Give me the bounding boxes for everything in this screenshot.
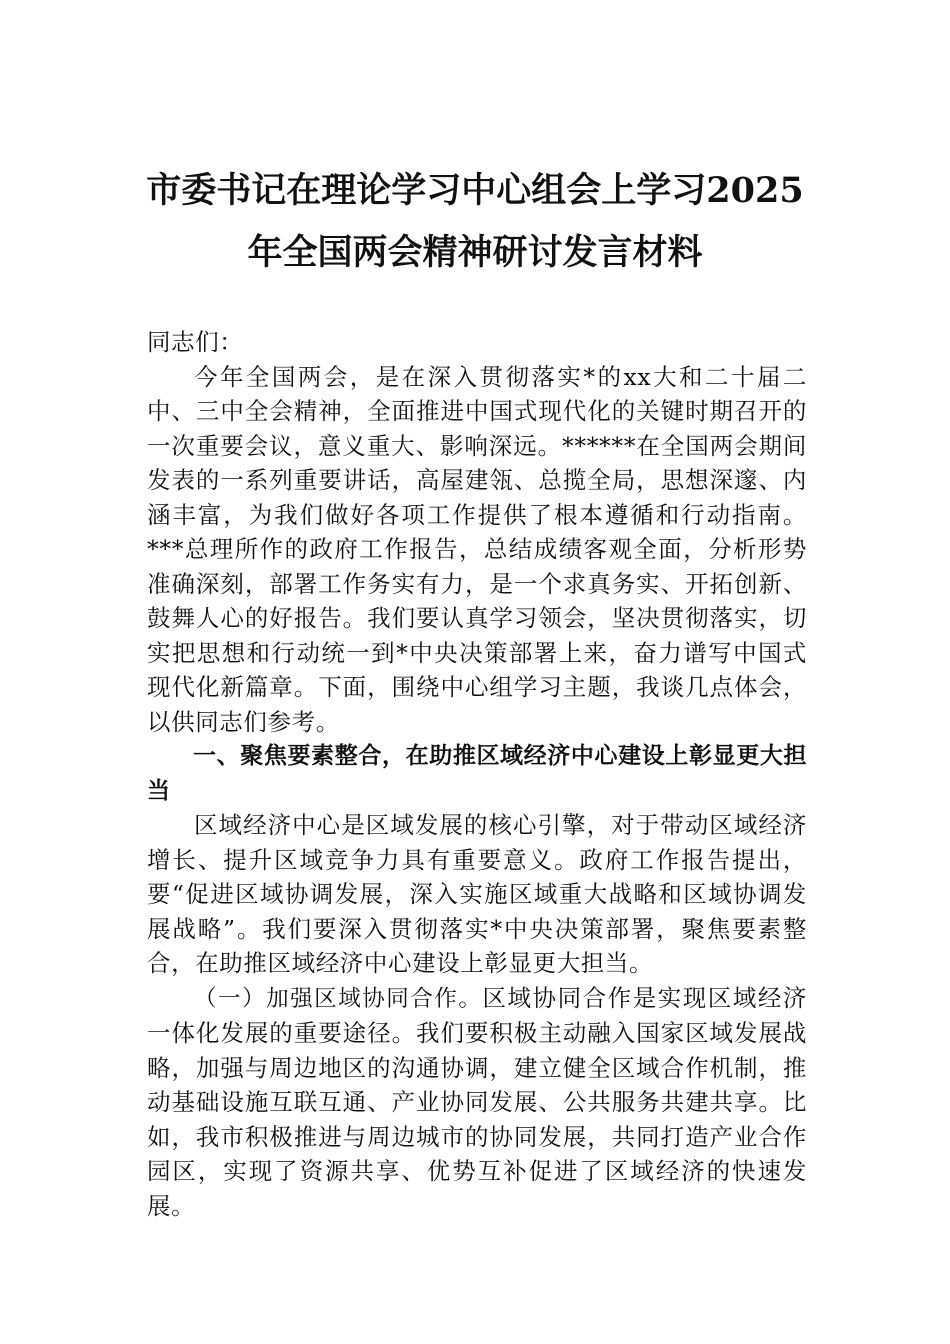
section-1-heading: 一、聚焦要素整合，在助推区域经济中心建设上彰显更大担当 bbox=[147, 743, 807, 804]
subsection-1-heading: （一）加强区域协同合作。 bbox=[194, 985, 483, 1012]
intro-paragraph: 今年全国两会，是在深入贯彻落实*的xx大和二十届二中、三中全会精神，全面推进中国式现代化的关键时期召开的一次重要会议，意义重大、影响深远。******在全国两会期间发表的一系列重要讲话，高屋建瓴、总揽全局，思想深邃、内涵丰富，为我们做好各项工作提供了根本遵循和行动指南。***总理所作的政府工作报告，总结成绩客观全面，分析形势准确深刻，部署工作务实有力，是一个求真务实、开拓创新、鼓舞人心的好报告。我们要认真学习领会，坚决贯彻落实，切实把思想和行动统一到*中央决策部署上来，奋力谱写中国式现代化新篇章。下面，围绕中心组学习主题，我谈几点体会，以供同志们参考。 bbox=[147, 362, 807, 736]
section-1-paragraph: 区域经济中心是区域发展的核心引擎，对于带动区域经济增长、提升区域竞争力具有重要意义。政府工作报告提出，要“促进区域协调发展，深入实施区域重大战略和区域协调发展战略”。我们要深入贯彻落实*中央决策部署，聚焦要素整合，在助推区域经济中心建设上彰显更大担当。 bbox=[147, 811, 807, 977]
document-body bbox=[147, 325, 807, 1223]
salutation: 同志们： bbox=[147, 328, 244, 356]
subsection-1-paragraph bbox=[147, 981, 807, 1224]
document-title bbox=[130, 160, 820, 284]
title-line-1: 市委书记在理论学习中心组会上学习2025 bbox=[146, 170, 804, 211]
title-line-2: 年全国两会精神研讨发言材料 bbox=[247, 232, 703, 273]
subsection-1-text: 区域协同合作是实现区域经济一体化发展的重要途径。我们要积极主动融入国家区域发展战略，加强与周边地区的沟通协调，建立健全区域合作机制，推动基础设施互联互通、产业协同发展、公共服务共建共享。比如，我市积极推进与周边城市的协同发展，共同打造产业合作园区，实现了资源共享、优势互补促进了区域经济的快速发展。 bbox=[147, 983, 807, 1220]
